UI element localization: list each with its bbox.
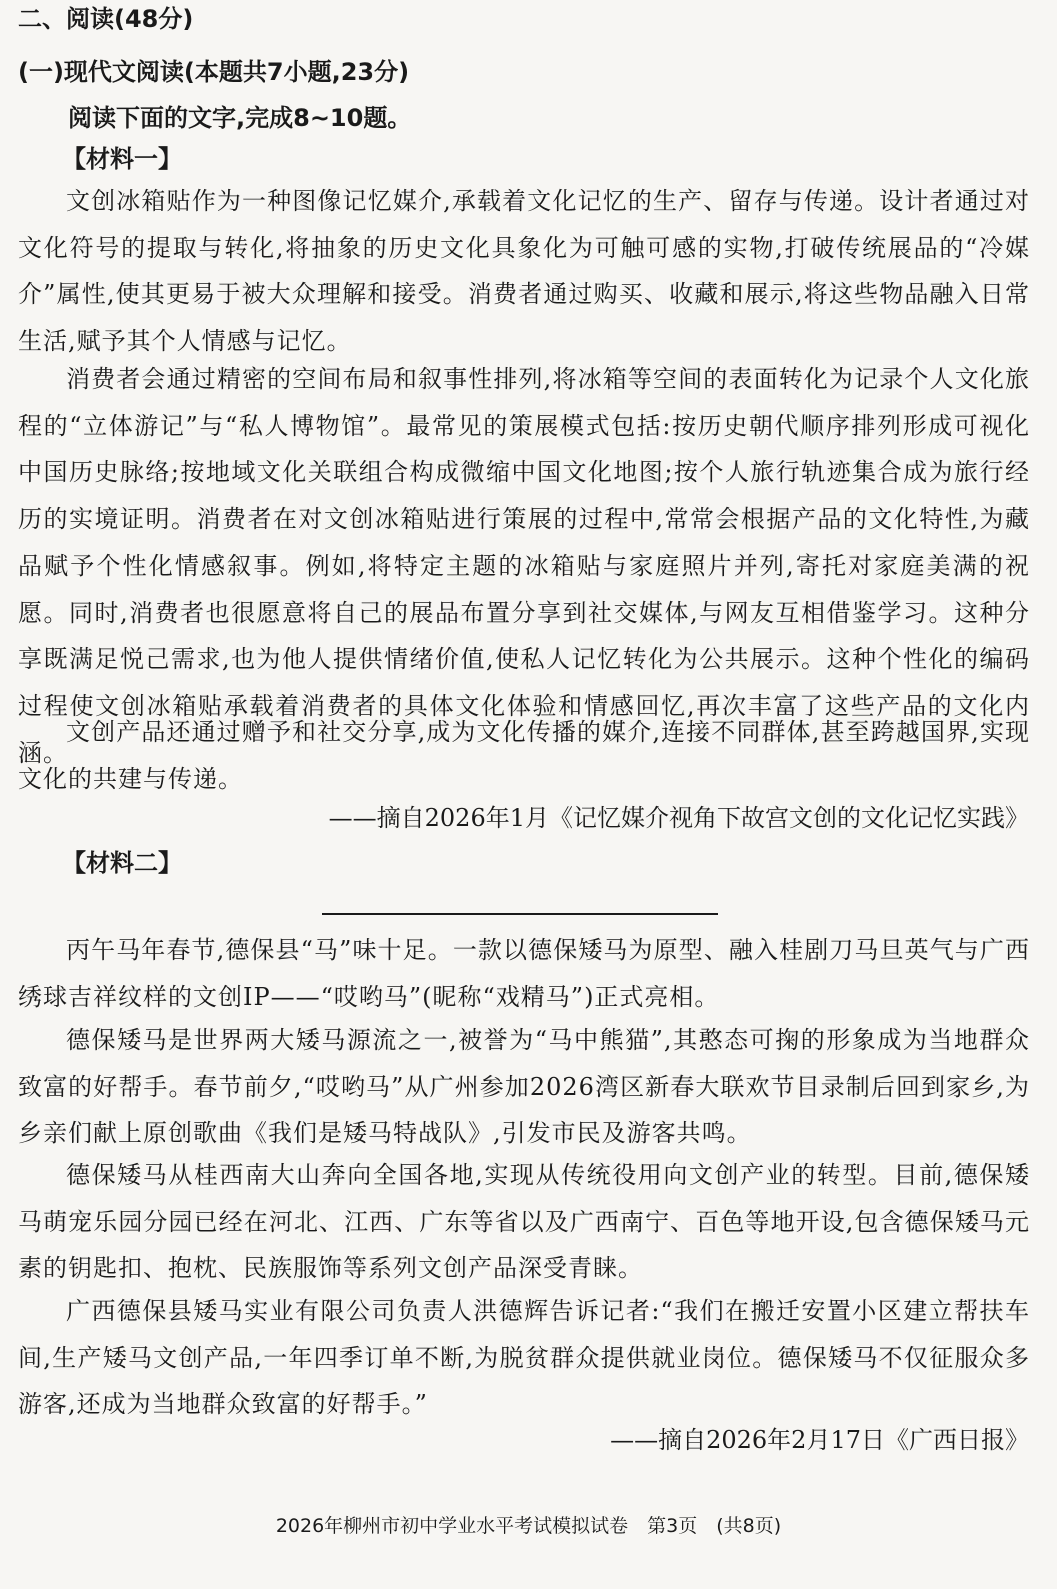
material1-label: 【材料一】 [62,145,182,173]
material1-paragraph-1: 文创冰箱贴作为一种图像记忆媒介,承载着文化记忆的生产、留存与传递。设计者通过对文化符号的提取与转化,将抽象的历史文化具象化为可触可感的实物,打破传统展品的“冷媒介”属性,使其更易于被大众理解和接受。消费者通过购买、收藏和展示,将这些物品融入日常生活,赋予其个人情感与记忆。 [18,187,1030,356]
material2-paragraph-3: 德保矮马从桂西南大山奔向全国各地,实现从传统役用向文创产业的转型。目前,德保矮马萌宠乐园分园已经在河北、江西、广东等省以及广西南宁、百色等地开设,包含德保矮马元素的钥匙扣、抱枕、民族服饰等系列文创产品深受青睐。 [18,1161,1030,1283]
section-subheading: (一)现代文阅读(本题共7小题,23分) [18,58,410,86]
page-footer: 2026年柳州市初中学业水平考试模拟试卷 第3页 (共8页) [275,1515,782,1537]
answer-blank-line [322,913,718,915]
section-heading: 二、阅读(48分) [18,5,194,33]
material1-source: ——摘自2026年1月《记忆媒介视角下故宫文创的文化记忆实践》 [328,804,1029,832]
material1-paragraph-3: 文创产品还通过赠予和社交分享,成为文化传播的媒介,连接不同群体,甚至跨越国界,实现文化的共建与传递。 [18,718,1030,793]
material2-paragraph-1: 丙午马年春节,德保县“马”味十足。一款以德保矮马为原型、融入桂剧刀马旦英气与广西绣球吉祥纹样的文创IP——“哎哟马”(昵称“戏精马”)正式亮相。 [18,936,1030,1011]
material2-label: 【材料二】 [62,849,182,877]
reading-instruction: 阅读下面的文字,完成8~10题。 [68,104,412,132]
material2-source: ——摘自2026年2月17日《广西日报》 [610,1426,1029,1454]
material1-paragraph-2: 消费者会通过精密的空间布局和叙事性排列,将冰箱等空间的表面转化为记录个人文化旅程的“立体游记”与“私人博物馆”。最常见的策展模式包括:按历史朝代顺序排列形成可视化中国历史脉络;按地域文化关联组合构成微缩中国文化地图;按个人旅行轨迹集合成为旅行经历的实境证明。消费者在对文创冰箱贴进行策展的过程中,常常会根据产品的文化特性,为藏品赋予个性化情感叙事。例如,将特定主题的冰箱贴与家庭照片并列,寄托对家庭美满的祝愿。同时,消费者也很愿意将自己的展品布置分享到社交媒体,与网友互相借鉴学习。这种分享既满足悦己需求,也为他人提供情绪价值,使私人记忆转化为公共展示。这种个性化的编码过程使文创冰箱贴承载着消费者的具体文化体验和情感回忆,再次丰富了这些产品的文化内涵。 [18,365,1030,767]
material2-paragraph-4: 广西德保县矮马实业有限公司负责人洪德辉告诉记者:“我们在搬迁安置小区建立帮扶车间,生产矮马文创产品,一年四季订单不断,为脱贫群众提供就业岗位。德保矮马不仅征服众多游客,还成为当地群众致富的好帮手。” [18,1297,1030,1419]
material2-paragraph-2: 德保矮马是世界两大矮马源流之一,被誉为“马中熊猫”,其憨态可掬的形象成为当地群众致富的好帮手。春节前夕,“哎哟马”从广州参加2026湾区新春大联欢节目录制后回到家乡,为乡亲们献上原创歌曲《我们是矮马特战队》,引发市民及游客共鸣。 [18,1026,1030,1148]
